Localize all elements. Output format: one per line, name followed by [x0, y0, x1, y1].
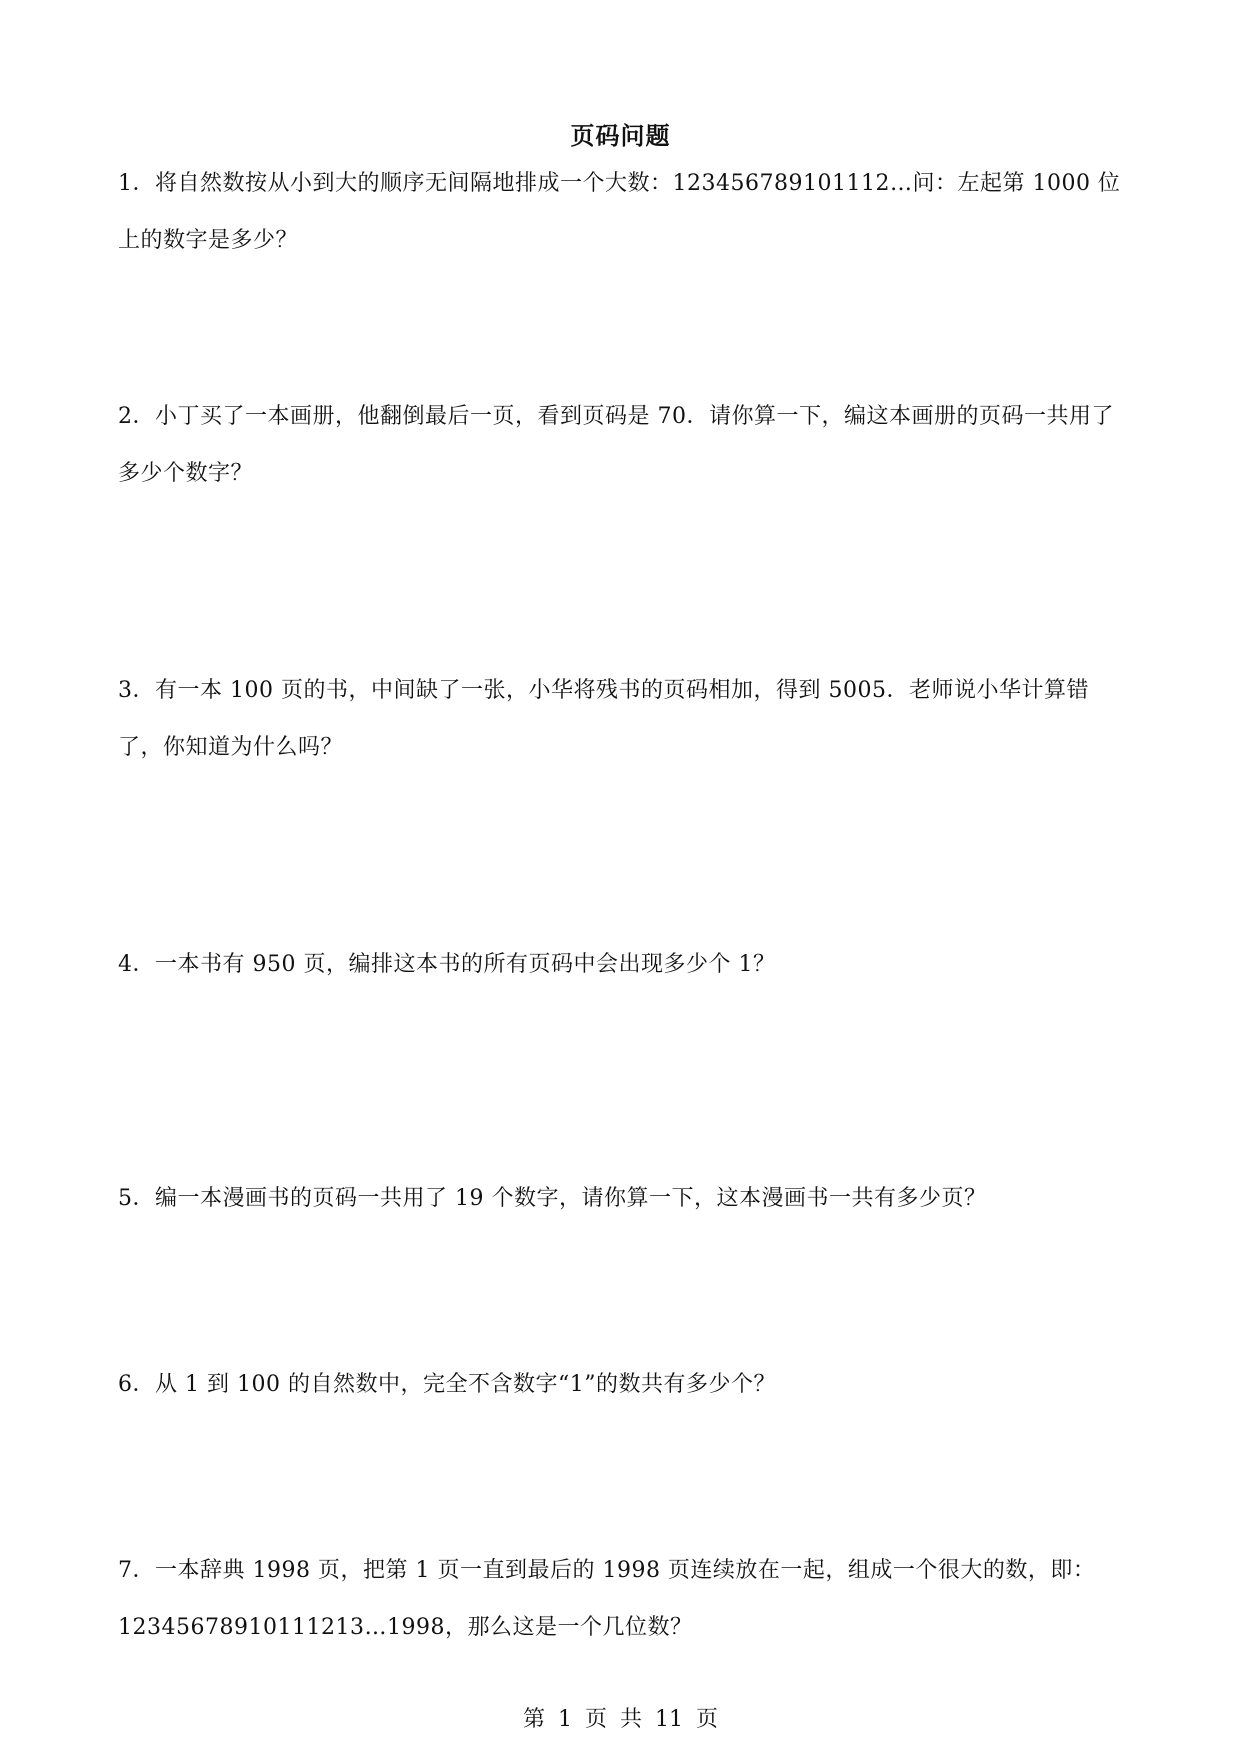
question-3: 3．有一本 100 页的书，中间缺了一张，小华将残书的页码相加，得到 5005．老师说小华计算错了，你知道为什么吗？: [118, 678, 1089, 760]
question-6: 6．从 1 到 100 的自然数中，完全不含数字“1”的数共有多少个？: [118, 1372, 776, 1397]
question-2: 2．小丁买了一本画册，他翻倒最后一页，看到页码是 70．请你算一下，编这本画册的页码一共用了多少个数字？: [118, 404, 1114, 486]
question-5: 5．编一本漫画书的页码一共用了 19 个数字，请你算一下，这本漫画书一共有多少页？: [118, 1186, 987, 1211]
page-footer: 第 1 页 共 11 页: [523, 1707, 718, 1732]
page-title: 页码问题: [570, 121, 671, 150]
question-7: 7．一本辞典 1998 页，把第 1 页一直到最后的 1998 页连续放在一起，组成一个很大的数，即：12345678910111213…1998，那么这是一个几位数？: [118, 1558, 1096, 1640]
question-4: 4．一本书有 950 页，编排这本书的所有页码中会出现多少个 1？: [118, 952, 776, 977]
question-1: 1．将自然数按从小到大的顺序无间隔地排成一个大数：123456789101112…问：左起第 1000 位上的数字是多少？: [118, 171, 1121, 253]
